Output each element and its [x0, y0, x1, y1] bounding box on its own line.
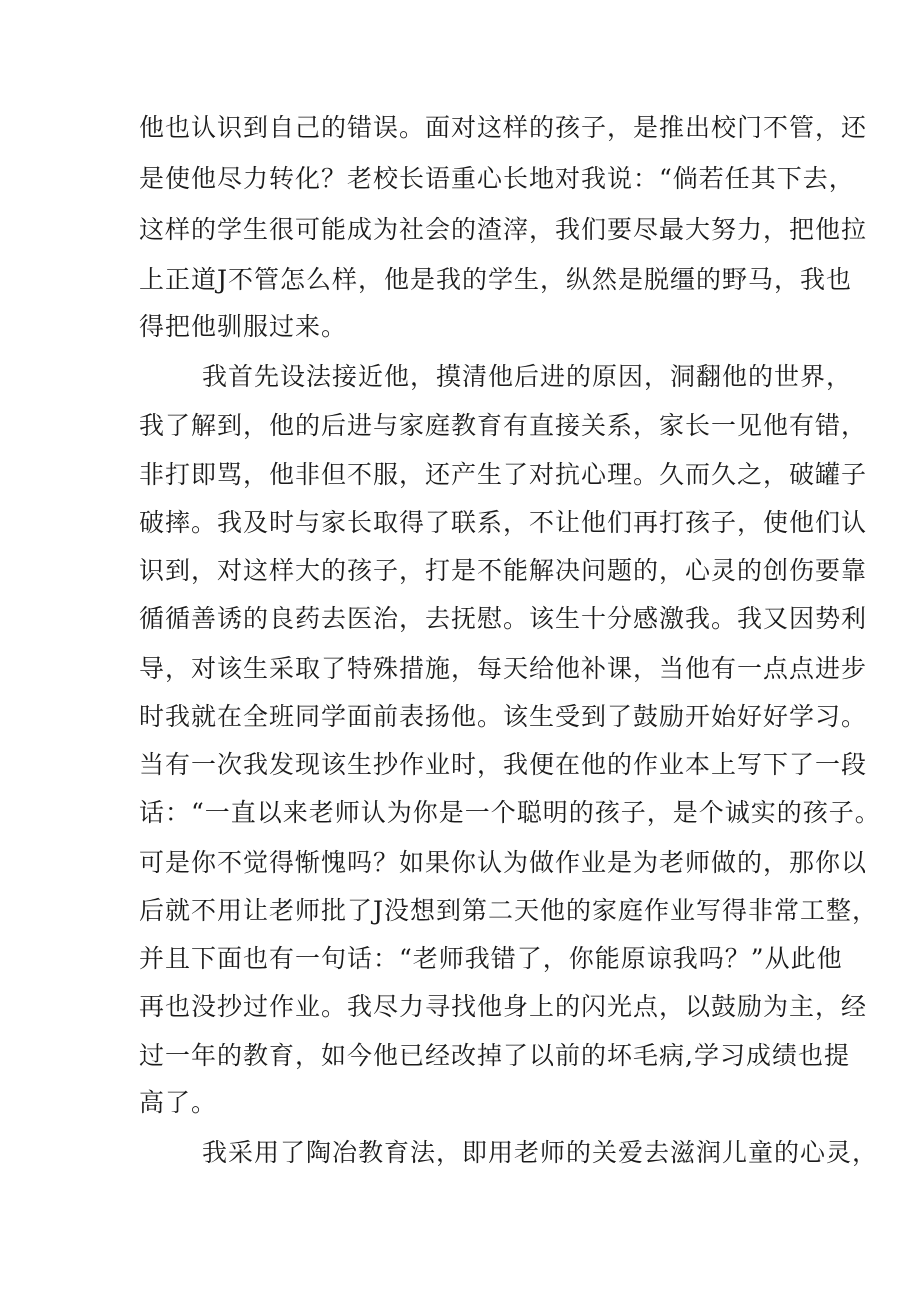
- text-line: 这样的学生很可能成为社会的渣滓，我们要尽最大努力，把他拉: [139, 215, 868, 244]
- text-line: 导，对该生采取了特殊措施，每天给他补课，当他有一点点进步: [139, 654, 868, 683]
- text-line: 破摔。我及时与家长取得了联系，不让他们再打孩子，使他们认: [139, 508, 868, 537]
- text-line: 是使他尽力转化？老校长语重心长地对我说：“倘若任其下去，: [139, 164, 855, 193]
- text-line: 话：“一直以来老师认为你是一个聪明的孩子，是个诚实的孩子。: [139, 798, 881, 827]
- text-line: 上正道J不管怎么样，他是我的学生，纵然是脱缰的野马，我也: [139, 265, 853, 294]
- text-line: 得把他驯服过来。: [139, 312, 348, 341]
- text-line: 过一年的教育，如今他已经改掉了以前的坏毛病,学习成绩也提: [139, 1041, 850, 1070]
- paragraph-first-line: 我采用了陶冶教育法，即用老师的关爱去滋润儿童的心灵，: [202, 1138, 879, 1167]
- text-line: 循循善诱的良药去医治，去抚慰。该生十分感激我。我又因势利: [139, 604, 868, 633]
- text-line: 时我就在全班同学面前表扬他。该生受到了鼓励开始好好学习。: [139, 702, 868, 731]
- text-line: 并且下面也有一句话：“老师我错了，你能原谅我吗？”从此他: [139, 944, 843, 973]
- text-line: 他也认识到自己的错误。面对这样的孩子，是推出校门不管，还: [139, 113, 868, 142]
- paragraph-first-line: 我首先设法接近他，摸清他后进的原因，洞翻他的世界，: [202, 362, 853, 391]
- text-line: 非打即骂，他非但不服，还产生了对抗心理。久而久之，破罐子: [139, 460, 868, 489]
- text-line: 当有一次我发现该生抄作业时，我便在他的作业本上写下了一段: [139, 750, 868, 779]
- text-line: 识到，对这样大的孩子，打是不能解决问题的，心灵的创伤要靠: [139, 556, 868, 585]
- text-line: 可是你不觉得惭愧吗？如果你认为做作业是为老师做的，那你以: [139, 848, 868, 877]
- text-line: 高了。: [139, 1088, 218, 1117]
- text-line: 后就不用让老师批了J没想到第二天他的家庭作业写得非常工整，: [139, 896, 879, 925]
- text-line: 再也没抄过作业。我尽力寻找他身上的闪光点，以鼓励为主，经: [139, 992, 868, 1021]
- text-line: 我了解到，他的后进与家庭教育有直接关系，家长一见他有错，: [139, 411, 868, 440]
